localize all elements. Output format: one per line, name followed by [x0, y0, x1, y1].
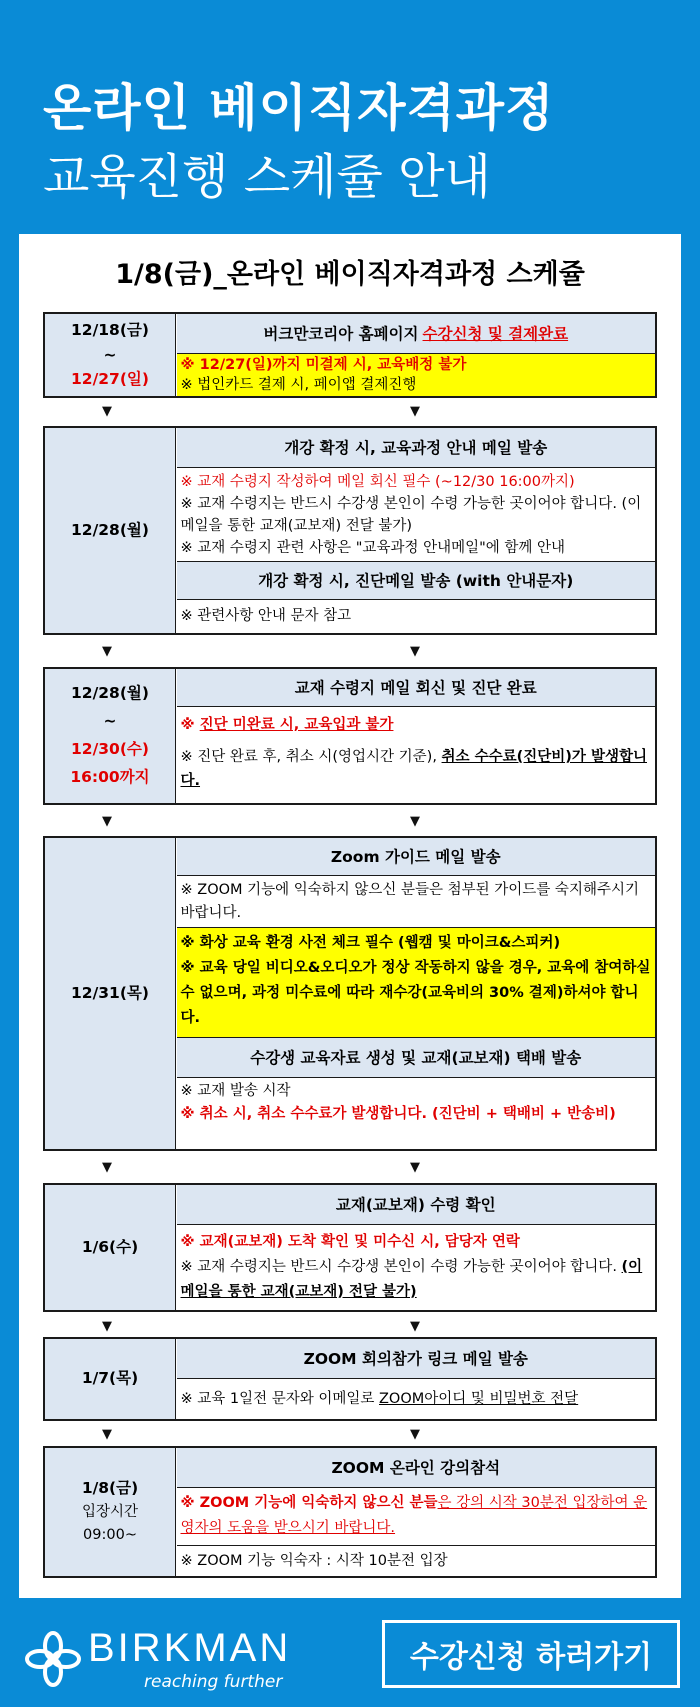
note-line: ※ 화상 교육 환경 사전 체크 필수 (웹캠 및 마이크&스피커) [180, 935, 561, 951]
step-header: 교재(교보재) 수령 확인 [177, 1185, 656, 1225]
content-cell [177, 314, 656, 396]
note-line: ※ 교재 발송 시작 [180, 1083, 291, 1099]
title-banner [19, 38, 681, 234]
schedule-block-material-check [43, 1183, 657, 1312]
note-line: ※ 교육 당일 비디오&오디오가 정상 작동하지 않을 경우, 교육에 참여하실 수 없으며, 과정 미수료에 따라 재수강(교육비의 30% 결제)하셔야 합니다. [180, 960, 651, 1026]
step-header: 개강 확정 시, 진단메일 발송 (with 안내문자) [177, 562, 656, 600]
date-label: 12/31(목) [71, 983, 149, 1002]
brand-tagline: reaching further [144, 1672, 283, 1692]
step-header: 교재 수령지 메일 회신 및 진단 완료 [177, 669, 656, 707]
content-cell [177, 838, 656, 1149]
notes [177, 468, 656, 562]
note-line: ※ 취소 시, 취소 수수료가 발생합니다. (진단비 + 택배비 + 반송비) [180, 1106, 616, 1122]
date-end: 12/30(수) [71, 740, 149, 758]
note-line [181, 713, 652, 737]
note-emphasis: 진단 미완료 시, 교육입과 불가 [199, 717, 394, 733]
step-header: ZOOM 회의참가 링크 메일 발송 [177, 1339, 656, 1379]
note-line: ※ 교재 수령지 작성하여 메일 회신 필수 (~12/30 16:00까지) [180, 474, 575, 490]
down-arrow-icon: ▼ [410, 1427, 420, 1442]
note-emphasis: (이메일을 통한 교재(교보재) 전달 불가) [180, 1259, 643, 1300]
date-separator: ~ [103, 345, 117, 364]
down-arrow-icon: ▼ [410, 1160, 420, 1175]
note-emphasis: 취소 수수료(진단비)가 발생합니다. [180, 749, 647, 789]
date-label: 1/8(금) [81, 1479, 139, 1498]
date-start: 12/28(월) [71, 684, 149, 703]
step-header: 개강 확정 시, 교육과정 안내 메일 발송 [177, 428, 656, 468]
note-line: ※ 교재(교보재) 도착 확인 및 미수신 시, 담당자 연락 [180, 1234, 520, 1250]
note-text: ※ 교재 수령지는 반드시 수강생 본인이 수령 가능한 곳이어야 합니다. [180, 1259, 622, 1275]
date-separator: ~ [103, 712, 117, 731]
step-header-text: 버크만코리아 홈페이지 [263, 324, 419, 343]
down-arrow-icon: ▼ [102, 1427, 112, 1442]
down-arrow-icon: ▼ [410, 814, 420, 829]
note-text: ※ 진단 완료 후, 취소 시(영업시간 기준), [180, 749, 442, 765]
date-start: 12/18(금) [71, 320, 149, 339]
down-arrow-icon: ▼ [410, 1319, 420, 1334]
date-cell [45, 314, 176, 396]
note-emphasis: ※ ZOOM 기능에 익숙하지 않으신 분들 [180, 1495, 438, 1511]
date-cell [45, 838, 176, 1149]
down-arrow-icon: ▼ [102, 1160, 112, 1175]
register-button[interactable]: 수강신청 하러가기 [382, 1620, 680, 1688]
date-label: 1/7(목) [81, 1369, 139, 1388]
brand-name: BIRKMAN [88, 1626, 292, 1670]
down-arrow-icon: ▼ [410, 644, 420, 659]
down-arrow-icon: ▼ [102, 814, 112, 829]
note-text: ※ 교육 1일전 문자와 이메일로 [180, 1391, 379, 1407]
down-arrow-icon: ▼ [102, 1319, 112, 1334]
notes [177, 1078, 656, 1149]
down-arrow-icon: ▼ [102, 404, 112, 419]
step-header: ZOOM 온라인 강의참석 [177, 1448, 656, 1488]
banner-subtitle: 교육진행 스케쥴 안내 [43, 149, 491, 205]
note-text: 은 강의 시작 30분전 입장하여 운영자의 도움을 받으시기 바랍니다. [180, 1495, 648, 1536]
date-label: 12/28(월) [71, 520, 149, 539]
note-line: ※ 교재 수령지 관련 사항은 "교육과정 안내메일"에 함께 안내 [180, 540, 566, 556]
note-line: ※ 관련사항 안내 문자 참고 [180, 608, 352, 624]
notes [177, 1379, 656, 1419]
note-emphasis: ZOOM아이디 및 비밀번호 전달 [379, 1391, 579, 1407]
schedule-title: 1/8(금)_온라인 베이직자격과정 스케쥴 [115, 259, 585, 290]
content-cell [177, 669, 656, 803]
notes [177, 707, 656, 803]
note-line: ※ 법인카드 결제 시, 페이앱 결제진행 [180, 377, 417, 393]
notes [177, 600, 656, 633]
schedule-block-zoom-guide [43, 836, 657, 1151]
date-cell [45, 1185, 176, 1310]
schedule-block-diagnosis [43, 667, 657, 805]
date-label: 1/6(수) [81, 1237, 139, 1256]
birkman-flower-icon [24, 1630, 82, 1688]
birkman-logo[interactable] [24, 1624, 342, 1696]
note-text: ※ ZOOM 기능 익숙자 : 시작 10분전 입장 [180, 1553, 448, 1569]
notes [177, 1488, 656, 1546]
banner-title: 온라인 베이직자격과정 [43, 79, 555, 137]
schedule-block-guide-mail [43, 426, 657, 635]
content-cell [177, 1339, 656, 1419]
content-cell [177, 1185, 656, 1310]
schedule-block-zoom-link [43, 1337, 657, 1421]
entry-time-label: 입장시간 [81, 1504, 139, 1521]
note-line: ※ 12/27(일)까지 미결제 시, 교육배정 불가 [180, 357, 467, 373]
notes [177, 1546, 656, 1576]
notes-highlight [177, 928, 656, 1038]
date-cell [45, 428, 176, 633]
step-header: Zoom 가이드 메일 발송 [177, 838, 656, 876]
registration-link[interactable]: 수강신청 및 결제완료 [422, 324, 569, 343]
deadline-time: 16:00까지 [70, 767, 150, 786]
notes [177, 876, 656, 928]
down-arrow-icon: ▼ [102, 644, 112, 659]
schedule-block-payment [43, 312, 657, 398]
note-prefix: ※ [180, 717, 200, 733]
note-line [181, 1255, 652, 1305]
content-cell [177, 428, 656, 633]
date-cell [45, 669, 176, 803]
note-line [181, 745, 652, 793]
content-cell [177, 1448, 656, 1576]
date-cell [45, 1448, 176, 1576]
note-line: ※ 교재 수령지는 반드시 수강생 본인이 수령 가능한 곳이어야 합니다. (이메일을 통한 교재(교보재) 전달 불가) [180, 496, 642, 534]
payment-notes [177, 354, 656, 396]
notes [177, 1225, 656, 1310]
date-cell [45, 1339, 176, 1419]
entry-time: 09:00~ [83, 1527, 137, 1544]
step-header: 수강생 교육자료 생성 및 교재(교보재) 택배 발송 [177, 1038, 656, 1078]
down-arrow-icon: ▼ [410, 404, 420, 419]
schedule-block-class-day [43, 1446, 657, 1578]
date-end: 12/27(일) [71, 370, 149, 389]
note-line: ※ ZOOM 기능에 익숙하지 않으신 분들은 첨부된 가이드를 숙지해주시기 바랍니다. [180, 882, 639, 921]
step-header [177, 314, 656, 354]
